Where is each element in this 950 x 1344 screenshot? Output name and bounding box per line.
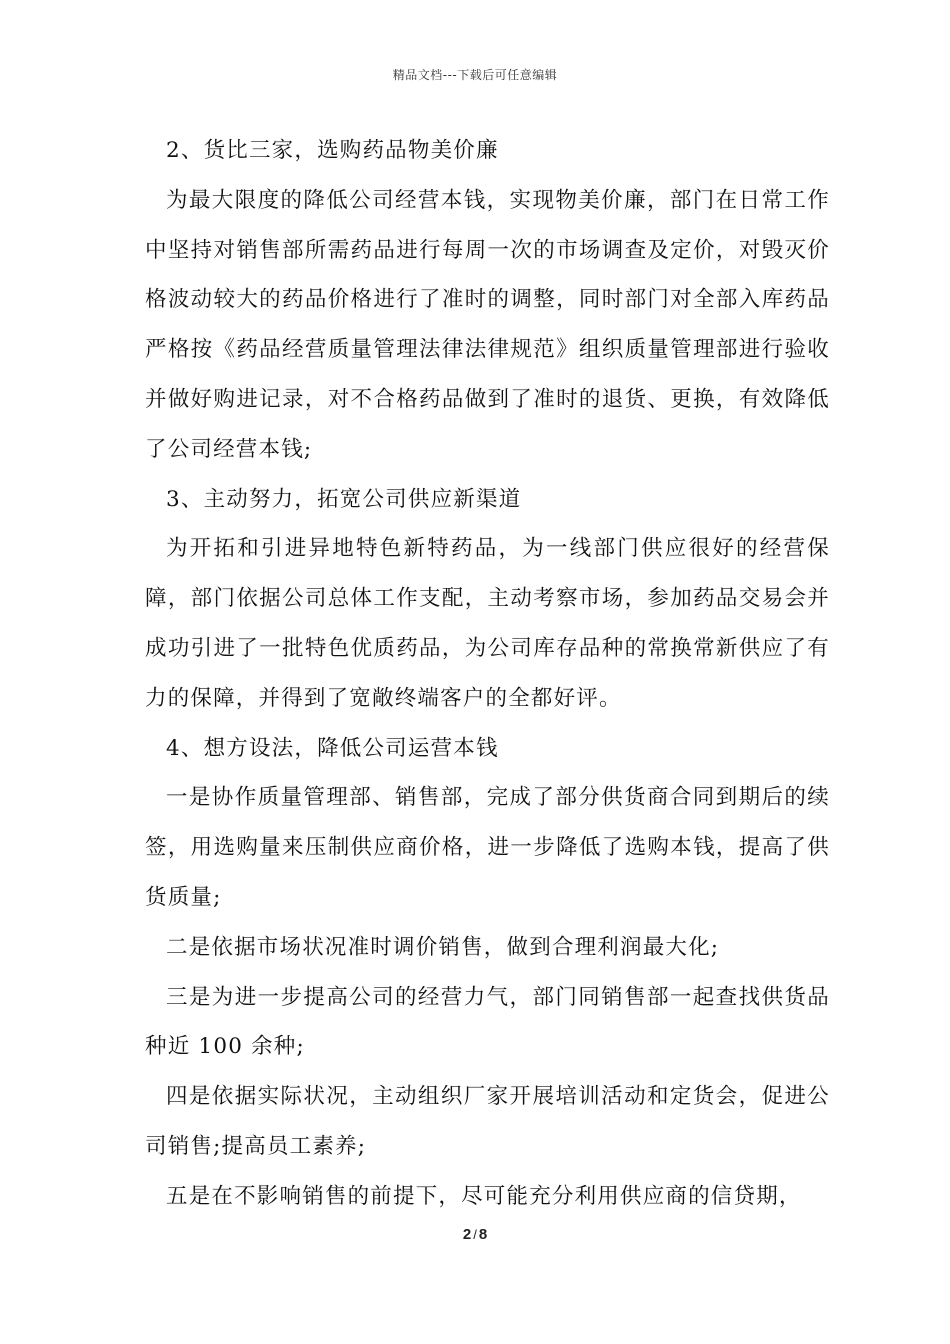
section-heading: 2、货比三家，选购药品物美价廉 xyxy=(166,138,499,163)
page-separator: / xyxy=(473,1227,477,1242)
paragraph: 为开拓和引进异地特色新特药品，为一线部门供应很好的经营保障，部门依据公司总体工作支配，主动考察市场，参加药品交易会并成功引进了一批特色优质药品，为公司库存品种的常换常新供应了有力的保障，并得到了宽敞终端客户的全都好评。 xyxy=(145,536,830,711)
paragraph: 二是依据市场状况准时调价销售，做到合理利润最大化; xyxy=(166,934,720,960)
document-body xyxy=(145,126,830,1222)
header-text: 精品文档---下载后可任意编辑 xyxy=(392,68,558,82)
paragraph: 一是协作质量管理部、销售部，完成了部分供货商合同到期后的续签，用选购量来压制供应商价格，进一步降低了选购本钱，提高了供货质量; xyxy=(145,785,830,910)
paragraph: 为最大限度的降低公司经营本钱，实现物美价廉，部门在日常工作中坚持对销售部所需药品进行每周一次的市场调查及定价，对毁灭价格波动较大的药品价格进行了准时的调整，同时部门对全部入库药品严格按《药品经营质量管理法律法律规范》组织质量管理部进行验收并做好购进记录，对不合格药品做到了准时的退货、更换，有效降低了公司经营本钱; xyxy=(145,187,830,462)
paragraph: 三是为进一步提高公司的经营力气，部门同销售部一起查找供货品种近 100 余种; xyxy=(145,984,830,1060)
section-heading: 4、想方设法，降低公司运营本钱 xyxy=(166,735,499,761)
section-heading: 3、主动努力，拓宽公司供应新渠道 xyxy=(166,486,522,512)
page-header xyxy=(0,66,950,83)
paragraph: 四是依据实际状况，主动组织厂家开展培训活动和定货会，促进公司销售;提高员工素养; xyxy=(145,1084,830,1159)
page-number xyxy=(0,1226,950,1243)
paragraph: 五是在不影响销售的前提下，尽可能充分利用供应商的信贷期， xyxy=(166,1183,802,1209)
total-pages: 8 xyxy=(478,1226,488,1243)
current-page: 2 xyxy=(462,1226,472,1243)
